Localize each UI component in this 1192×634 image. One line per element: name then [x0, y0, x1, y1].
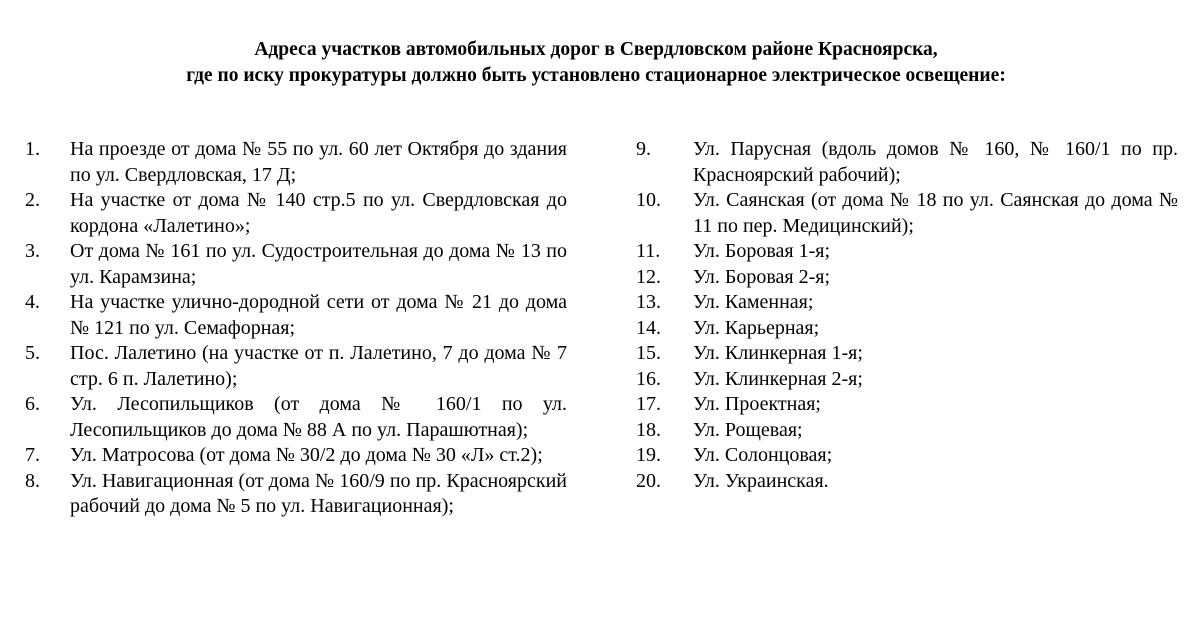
item-number: 8. [25, 469, 40, 492]
address-item-4 [25, 290, 567, 341]
item-text: Ул. Клинкерная 1-я; [693, 342, 863, 364]
item-text: Ул. Украинская. [693, 469, 829, 492]
document-title-line-1: Адреса участков автомобильных дорог в Свердловском районе Красноярска, [254, 39, 938, 60]
item-number: 10. [636, 189, 661, 211]
item-number: 4. [25, 291, 40, 313]
item-number: 16. [636, 367, 661, 390]
address-item-11 [636, 239, 1178, 265]
item-number: 19. [636, 444, 661, 466]
item-number: 13. [636, 291, 661, 313]
document-title-line-2: где по иску прокуратуры должно быть установлено стационарное электрическое освещение: [186, 65, 1006, 86]
item-text: Ул. Каменная; [693, 291, 814, 313]
item-number: 7. [25, 444, 40, 466]
item-number: 12. [636, 265, 661, 288]
item-text: На проезде от дома № 55 по ул. 60 лет Октября до здания по ул. Свердловская, 17 Д; [70, 138, 567, 186]
address-list-right [636, 137, 1178, 494]
item-text: Ул. Саянская (от дома № 18 по ул. Саянская до дома № 11 по пер. Медицинский); [693, 189, 1178, 237]
address-item-8 [25, 469, 567, 520]
item-number: 20. [636, 469, 661, 492]
item-text: Ул. Лесопильщиков (от дома № 160/1 по ул. Лесопильщиков до дома № 88 А по ул. Парашютная); [70, 393, 567, 441]
item-text: На участке улично-дородной сети от дома № 21 до дома № 121 по ул. Семафорная; [70, 291, 567, 339]
item-number: 3. [25, 240, 40, 262]
address-item-7 [25, 443, 567, 469]
item-number: 6. [25, 393, 40, 415]
address-item-10 [636, 188, 1178, 239]
item-text: Ул. Карьерная; [693, 316, 820, 339]
item-text: Ул. Клинкерная 2-я; [693, 367, 863, 390]
item-text: Ул. Матросова (от дома № 30/2 до дома № 30 «Л» ст.2); [70, 444, 543, 466]
item-number: 1. [25, 138, 40, 160]
item-number: 17. [636, 393, 661, 415]
address-item-1 [25, 137, 567, 188]
item-number: 14. [636, 316, 661, 339]
item-number: 9. [636, 138, 651, 160]
item-text: От дома № 161 по ул. Судостроительная до дома № 13 по ул. Карамзина; [70, 240, 567, 288]
item-text: Пос. Лалетино (на участке от п. Лалетино, 7 до дома № 7 стр. 6 п. Лалетино); [70, 342, 567, 390]
address-item-20 [636, 469, 1178, 495]
item-text: Ул. Навигационная (от дома № 160/9 по пр. Красноярский рабочий до дома № 5 по ул. Навигационная); [70, 469, 567, 517]
address-item-13 [636, 290, 1178, 316]
item-number: 15. [636, 342, 661, 364]
address-item-12 [636, 265, 1178, 291]
item-text: На участке от дома № 140 стр.5 по ул. Свердловская до кордона «Лалетино»; [70, 189, 567, 237]
item-number: 18. [636, 418, 661, 441]
address-item-18 [636, 418, 1178, 444]
item-number: 2. [25, 189, 40, 211]
item-text: Ул. Боровая 2-я; [693, 265, 831, 288]
item-number: 5. [25, 342, 40, 364]
address-item-17 [636, 392, 1178, 418]
address-item-9 [636, 137, 1178, 188]
address-item-2 [25, 188, 567, 239]
item-text: Ул. Проектная; [693, 393, 821, 415]
address-list-left [25, 137, 567, 520]
item-text: Ул. Боровая 1-я; [693, 240, 831, 262]
address-item-14 [636, 316, 1178, 342]
item-text: Ул. Парусная (вдоль домов № 160, № 160/1 по пр. Красноярский рабочий); [693, 138, 1178, 186]
item-text: Ул. Солонцовая; [693, 444, 833, 466]
address-item-19 [636, 443, 1178, 469]
item-number: 11. [636, 240, 661, 262]
address-item-3 [25, 239, 567, 290]
address-item-16 [636, 367, 1178, 393]
item-text: Ул. Рощевая; [693, 418, 803, 441]
address-item-6 [25, 392, 567, 443]
address-item-15 [636, 341, 1178, 367]
address-item-5 [25, 341, 567, 392]
